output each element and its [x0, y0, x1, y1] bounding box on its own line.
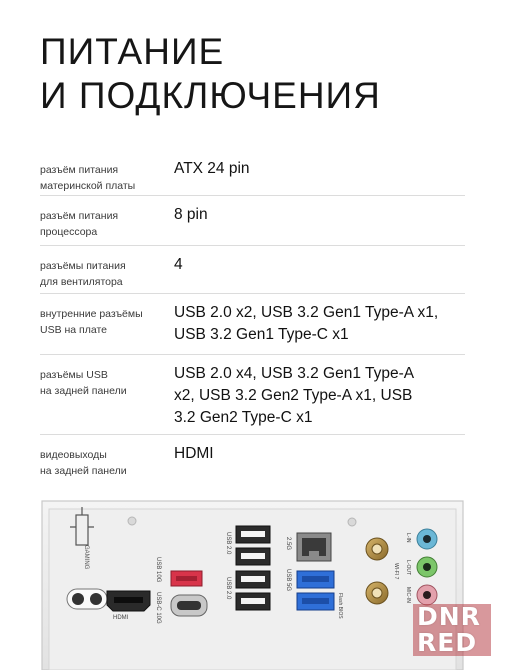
spec-row [40, 246, 465, 294]
spec-label-line: материнской платы [40, 180, 136, 192]
hdmi-label: HDMI [113, 615, 129, 621]
usb20-top-label: USB 2.0 [225, 532, 231, 555]
io-shield-image [40, 497, 465, 670]
spec-label [40, 246, 174, 293]
screw-hole [348, 518, 356, 526]
spec-label-line: процессора [40, 226, 98, 238]
spec-label-line: разъём питания [40, 164, 119, 176]
spec-row [40, 150, 465, 196]
watermark-logo [413, 604, 491, 656]
ps2-combo-port [67, 589, 107, 609]
flash-bios-label: Flash BIOS [337, 593, 343, 619]
spec-value [174, 435, 465, 480]
spec-value-line: HDMI [174, 445, 214, 462]
gaming-text: GAMING [83, 545, 89, 570]
spec-row [40, 294, 465, 355]
spec-value-line: USB 2.0 x4, USB 3.2 Gen1 Type-A [174, 365, 415, 382]
spec-value-line: USB 2.0 x2, USB 3.2 Gen1 Type-A x1, [174, 304, 439, 321]
spec-row [40, 196, 465, 246]
spec-label-line: для вентилятора [40, 276, 123, 288]
spec-label-line: видеовыходы [40, 449, 107, 461]
watermark-line-2: RED [417, 628, 478, 657]
lan-label: 2.5G [285, 537, 291, 551]
spec-label-line: на задней панели [40, 465, 127, 477]
usb20-bottom-label: USB 2.0 [225, 577, 231, 600]
spec-label-line: разъёмы USB [40, 369, 108, 381]
spec-label-line: разъём питания [40, 210, 119, 222]
spec-value-line: USB 3.2 Gen1 Type-C x1 [174, 326, 349, 343]
wifi-label: WI-FI 7 [393, 563, 399, 580]
spec-label [40, 150, 174, 195]
spec-label [40, 294, 174, 354]
spec-value [174, 246, 465, 293]
usb-c-label: USB-C 10G [155, 592, 161, 624]
spec-value-line: ATX 24 pin [174, 160, 250, 177]
spec-value [174, 294, 465, 354]
spec-value [174, 196, 465, 245]
spec-value-line: 8 pin [174, 206, 208, 223]
spec-value-line: 3.2 Gen2 Type-C x1 [174, 409, 313, 426]
spec-label-line: USB на плате [40, 324, 108, 336]
usb5g-label: USB 5G [285, 569, 291, 592]
watermark-line-1: DNR [417, 602, 481, 631]
mic-in-label: MIC-IN [405, 587, 411, 603]
spec-label-line: на задней панели [40, 385, 127, 397]
line-out-label: L-OUT [405, 560, 411, 575]
spec-label-line: внутренние разъёмы [40, 308, 143, 320]
screw-hole [128, 517, 136, 525]
title-line-2: И ПОДКЛЮЧЕНИЯ [40, 75, 381, 116]
page-title [40, 30, 381, 118]
spec-value [174, 355, 465, 434]
spec-label-line: разъёмы питания [40, 260, 126, 272]
spec-label [40, 435, 174, 480]
spec-value [174, 150, 465, 195]
audio-jacks [405, 529, 437, 605]
usb-10g-label: USB 10G [155, 557, 161, 583]
spec-value-line: 4 [174, 256, 183, 273]
title-line-1: ПИТАНИЕ [40, 31, 225, 72]
spec-row [40, 435, 465, 480]
line-in-label: L-IN [405, 533, 411, 543]
specs-table [40, 150, 465, 480]
spec-value-line: x2, USB 3.2 Gen2 Type-A x1, USB [174, 387, 413, 404]
spec-label [40, 196, 174, 245]
spec-label [40, 355, 174, 434]
spec-row [40, 355, 465, 435]
